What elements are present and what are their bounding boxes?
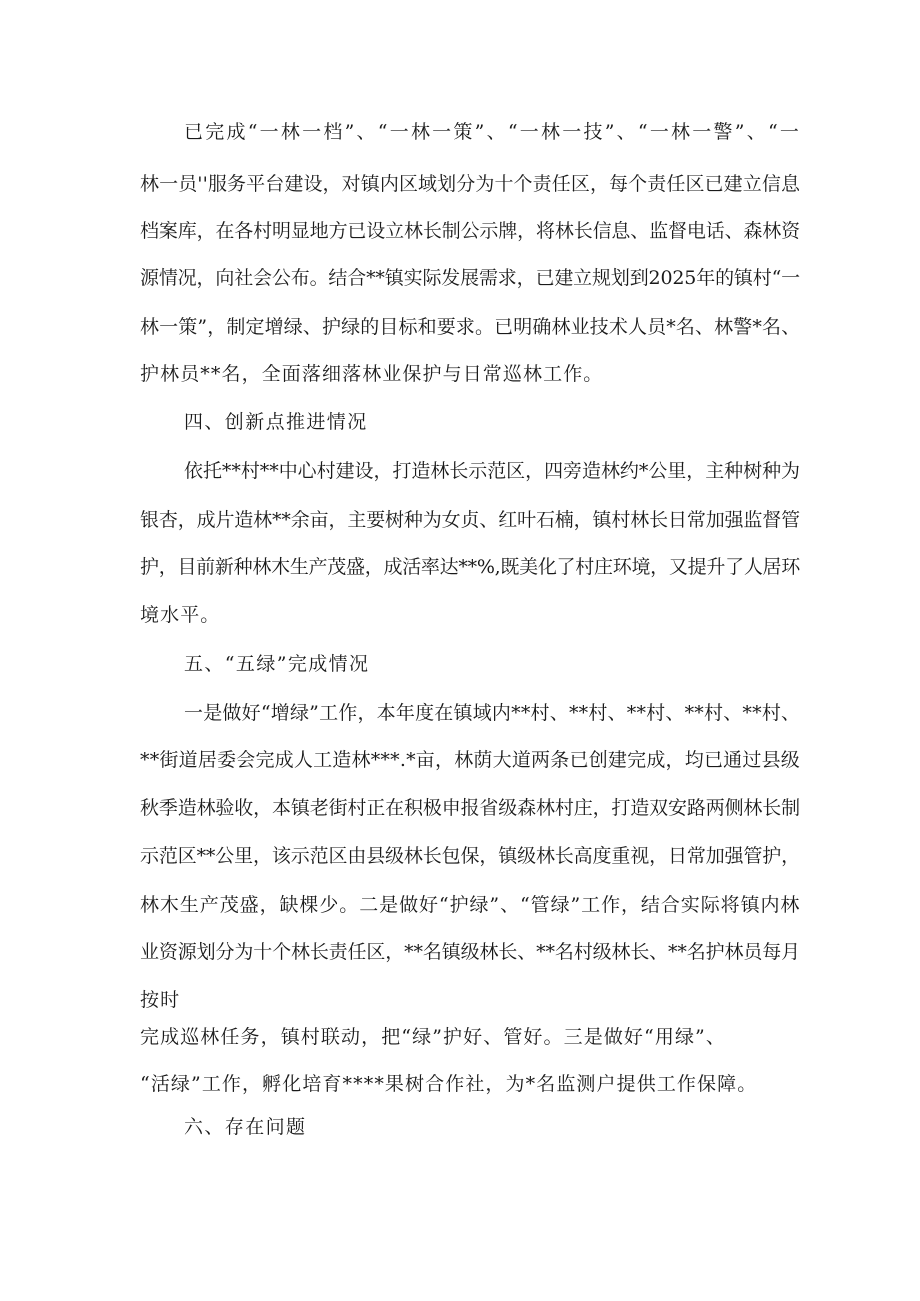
paragraph-line: 林木生产茂盛，缺棵少。二是做好“护绿”、“管绿”工作，结合实际将镇内林: [140, 894, 801, 916]
paragraph-line: 护林员**名，全面落细落林业保护与日常巡林工作。: [140, 363, 604, 385]
paragraph-line: 林一策”，制定增绿、护绿的目标和要求。已明确林业技术人员*名、林警*名、: [140, 316, 801, 338]
section-heading: 五、“五绿”完成情况: [184, 653, 370, 675]
paragraph-line: **街道居委会完成人工造林***.*亩，林荫大道两条已创建完成，均已通过县级: [140, 749, 800, 771]
paragraph-line: 依托**村**中心村建设，打造林长示范区，四旁造林约*公里，主种树种为: [184, 460, 801, 482]
paragraph-line: 秋季造林验收，本镇老街村正在积极申报省级森林村庄，打造双安路两侧林长制: [140, 797, 800, 819]
paragraph-line: 已完成“一林一档”、“一林一策”、“一林一技”、“一林一警”、“一: [184, 121, 800, 143]
paragraph-line: “活绿”工作，孵化培育****果树合作社，为*名监测户提供工作保障。: [140, 1073, 758, 1095]
paragraph-line: 林一员''服务平台建设，对镇内区域划分为十个责任区，每个责任区已建立信息: [140, 173, 801, 195]
paragraph-line: 按时: [140, 989, 181, 1011]
paragraph-line: 源情况，向社会公布。结合**镇实际发展需求，已建立规划到2025年的镇村“一: [140, 267, 800, 289]
paragraph-line: 一是做好“增绿”工作，本年度在镇域内**村、**村、**村、**村、**村、: [184, 702, 801, 724]
paragraph-line: 示范区**公里，该示范区由县级林长包保，镇级林长高度重视，日常加强管护，: [140, 845, 800, 867]
section-heading: 六、存在问题: [184, 1116, 307, 1138]
section-heading: 四、创新点推进情况: [184, 411, 368, 433]
paragraph-line: 境水平。: [140, 604, 221, 626]
paragraph-line: 业资源划分为十个林长责任区，**名镇级林长、**名村级林长、**名护林员每月: [140, 941, 800, 963]
paragraph-line: 护，目前新种林木生产茂盛，成活率达**%,既美化了村庄环境，又提升了人居环: [140, 556, 800, 578]
paragraph-line: 银杏，成片造林**余亩，主要树种为女贞、红叶石楠，镇村林长日常加强监督管: [140, 509, 800, 531]
paragraph-line: 档案库，在各村明显地方已设立林长制公示牌，将林长信息、监督电话、森林资: [140, 220, 800, 242]
paragraph-line: 完成巡林任务，镇村联动，把“绿”护好、管好。三是做好“用绿”、: [140, 1026, 726, 1048]
